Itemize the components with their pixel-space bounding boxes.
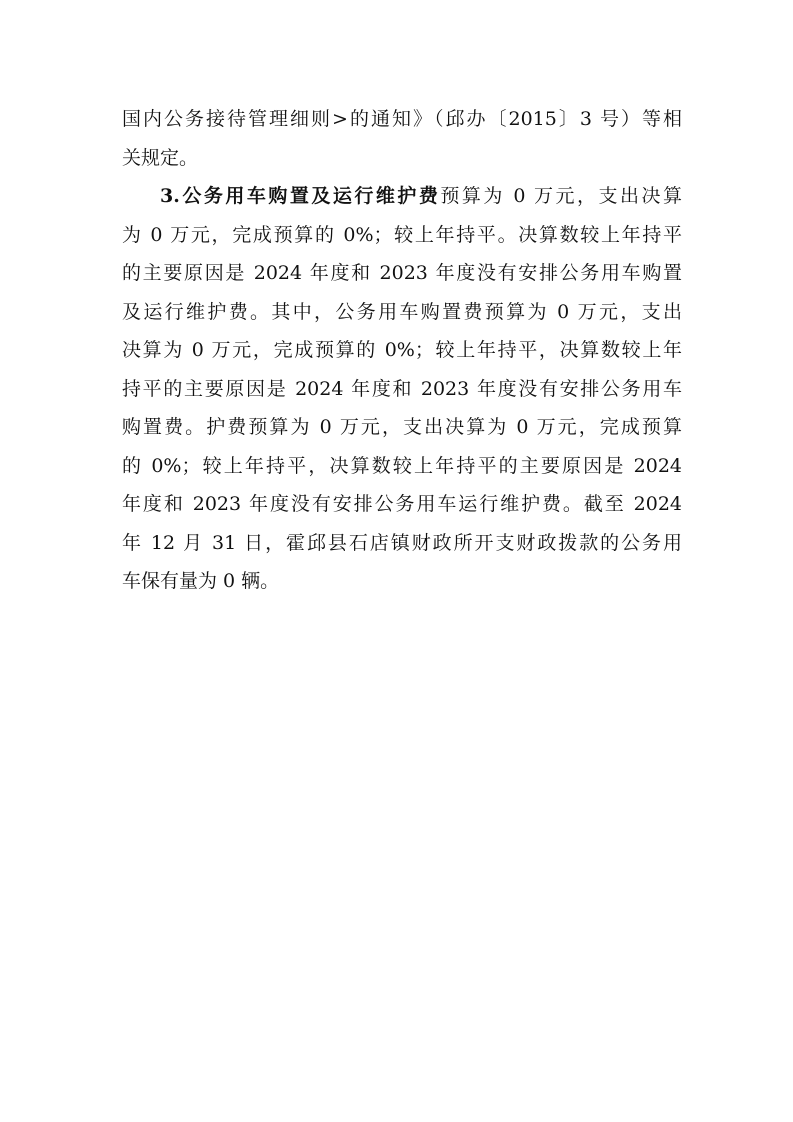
paragraph-2-line-3: 的主要原因是 2024 年度和 2023 年度没有安排公务用车购置 <box>122 262 682 284</box>
body-text <box>122 100 682 601</box>
paragraph-2-line-4: 及运行维护费。其中，公务用车购置费预算为 0 万元，支出 <box>122 300 682 323</box>
paragraph-2-line-9: 年度和 2023 年度没有安排公务用车运行维护费。截至 2024 <box>122 493 682 515</box>
paragraph-2-line-7: 购置费。护费预算为 0 万元，支出决算为 0 万元，完成预算 <box>122 416 682 438</box>
section-heading: 3.公务用车购置及运行维护费 <box>160 185 441 207</box>
paragraph-2-line-5: 决算为 0 万元，完成预算的 0%；较上年持平，决算数较上年 <box>122 339 682 361</box>
paragraph-1-line-1: 国内公务接待管理细则>的通知》（邱办〔2015〕3 号）等相 <box>122 108 682 130</box>
paragraph-2-line-2: 为 0 万元，完成预算的 0%；较上年持平。决算数较上年持平 <box>122 223 682 246</box>
paragraph-2-line-10: 年 12 月 31 日，霍邱县石店镇财政所开支财政拨款的公务用 <box>122 531 682 554</box>
paragraph-1-line-2: 关规定。 <box>122 146 199 169</box>
paragraph-2-line-6: 持平的主要原因是 2024 年度和 2023 年度没有安排公务用车 <box>122 377 682 400</box>
paragraph-2-line-1 <box>122 177 682 216</box>
paragraph-2-line-11: 车保有量为 0 辆。 <box>122 570 280 592</box>
paragraph-2-line-8: 的 0%；较上年持平，决算数较上年持平的主要原因是 2024 <box>122 454 682 477</box>
paragraph-2-line-1-text: 预算为 0 万元，支出决算 <box>440 185 682 207</box>
